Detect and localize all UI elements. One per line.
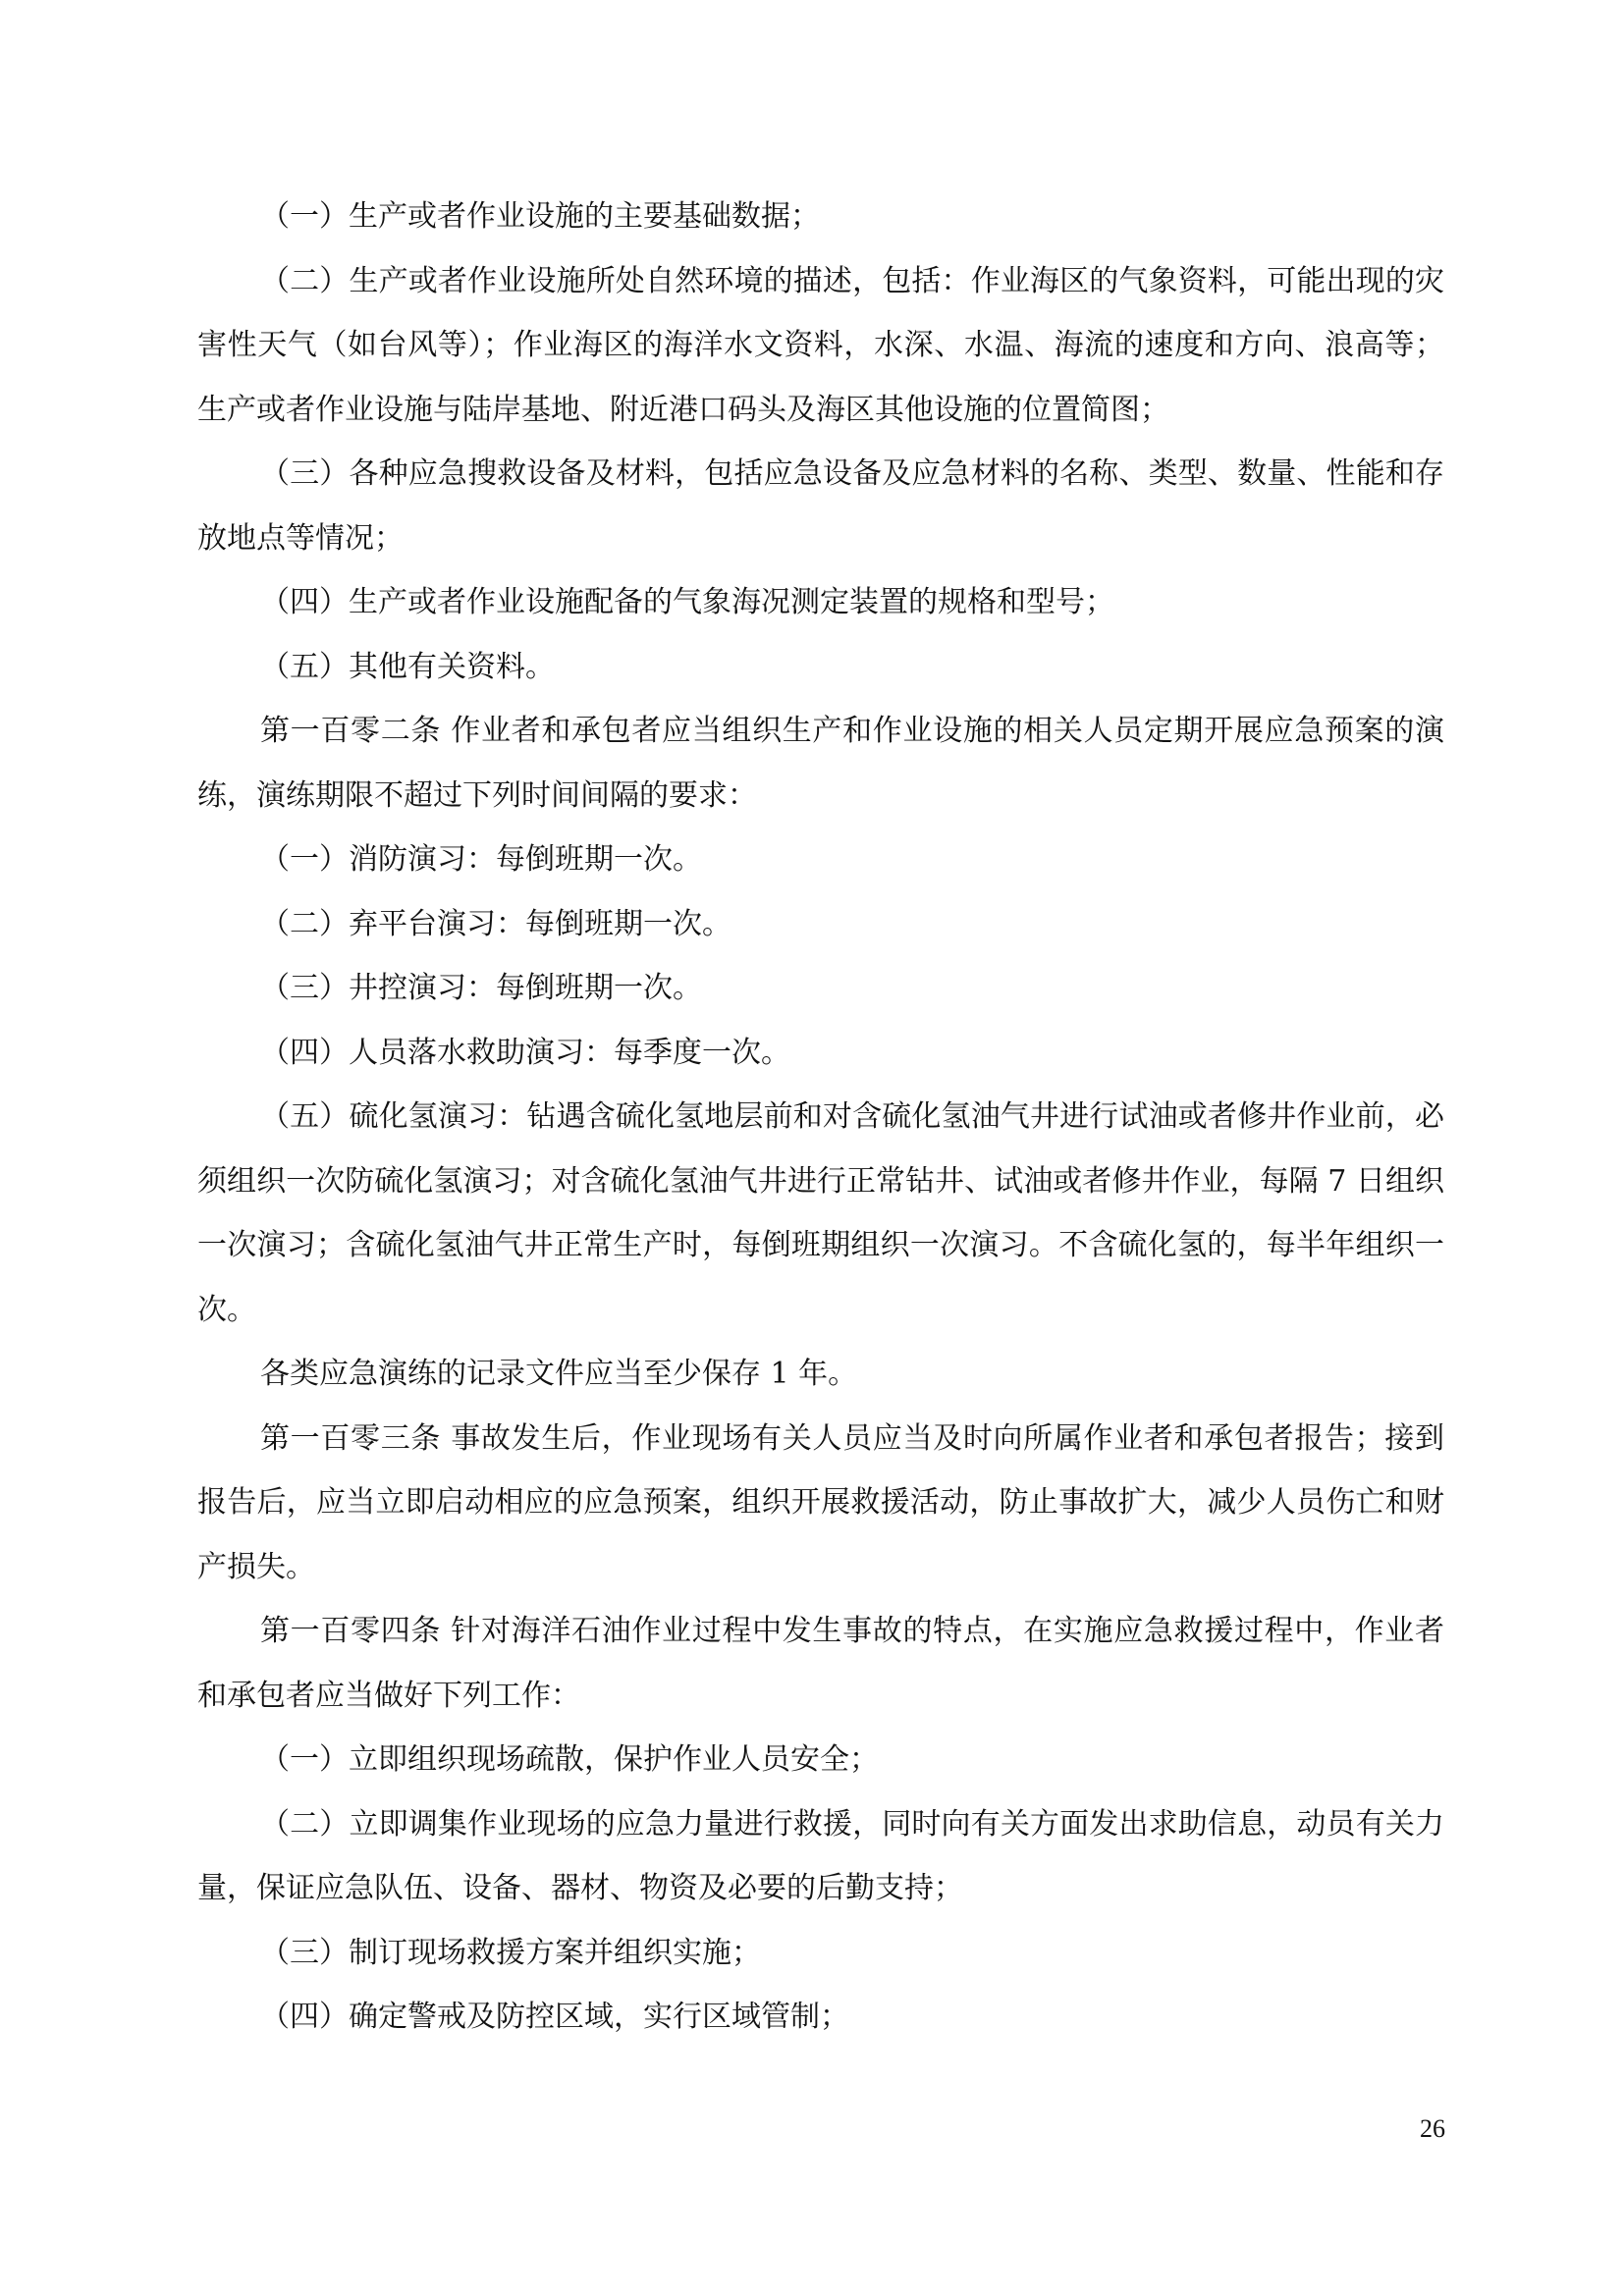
paragraph-man-overboard-drill: （四）人员落水救助演习：每季度一次。	[260, 1035, 790, 1070]
article-102: 第一百零二条 作业者和承包者应当组织生产和作业设施的相关人员定期开展应急预案的演练，演练期限不超过下列时间间隔的要求：	[197, 714, 1444, 813]
paragraph-record-retention: 各类应急演练的记录文件应当至少保存 1 年。	[260, 1357, 858, 1391]
paragraph-control-zone: （四）确定警戒及防控区域，实行区域管制；	[260, 2000, 849, 2034]
paragraph-weather-device: （四）生产或者作业设施配备的气象海况测定装置的规格和型号；	[260, 585, 1114, 619]
paragraph-fire-drill: （一）消防演习：每倒班期一次。	[260, 842, 702, 877]
paragraph-evacuation: （一）立即组织现场疏散，保护作业人员安全；	[260, 1742, 879, 1777]
paragraph-rescue-plan: （三）制订现场救援方案并组织实施；	[260, 1935, 761, 1970]
paragraph-h2s-drill: （五）硫化氢演习：钻遇含硫化氢地层前和对含硫化氢油气井进行试油或者修井作业前，必须组织一次防硫化氢演习；对含硫化氢油气井进行正常钻井、试油或者修井作业，每隔 7 日组织一次演习；含硫化氢油气井正常生产时，每倒班期组织一次演习。不含硫化氢的，每半年组织一次。	[197, 1099, 1444, 1327]
paragraph-other-data: （五）其他有关资料。	[260, 649, 555, 684]
body-text	[197, 185, 1444, 2050]
paragraph-basic-data: （一）生产或者作业设施的主要基础数据；	[260, 199, 820, 234]
paragraph-mobilize-rescue: （二）立即调集作业现场的应急力量进行救援，同时向有关方面发出求助信息，动员有关力量，保证应急队伍、设备、器材、物资及必要的后勤支持；	[197, 1806, 1444, 1905]
paragraph-environment: （二）生产或者作业设施所处自然环境的描述，包括：作业海区的气象资料，可能出现的灾害性天气（如台风等）；作业海区的海洋水文资料，水深、水温、海流的速度和方向、浪高等；生产或者作业设施与陆岸基地、附近港口码头及海区其他设施的位置简图；	[197, 263, 1444, 427]
paragraph-well-control-drill: （三）井控演习：每倒班期一次。	[260, 971, 702, 1005]
paragraph-abandon-platform-drill: （二）弃平台演习：每倒班期一次。	[260, 906, 731, 941]
article-103: 第一百零三条 事故发生后，作业现场有关人员应当及时向所属作业者和承包者报告；接到报告后，应当立即启动相应的应急预案，组织开展救援活动，防止事故扩大，减少人员伤亡和财产损失。	[197, 1420, 1444, 1584]
page-number: 26	[1420, 2114, 1445, 2143]
article-104: 第一百零四条 针对海洋石油作业过程中发生事故的特点，在实施应急救援过程中，作业者和承包者应当做好下列工作：	[197, 1614, 1444, 1713]
paragraph-rescue-equipment: （三）各种应急搜救设备及材料，包括应急设备及应急材料的名称、类型、数量、性能和存放地点等情况；	[197, 456, 1444, 556]
